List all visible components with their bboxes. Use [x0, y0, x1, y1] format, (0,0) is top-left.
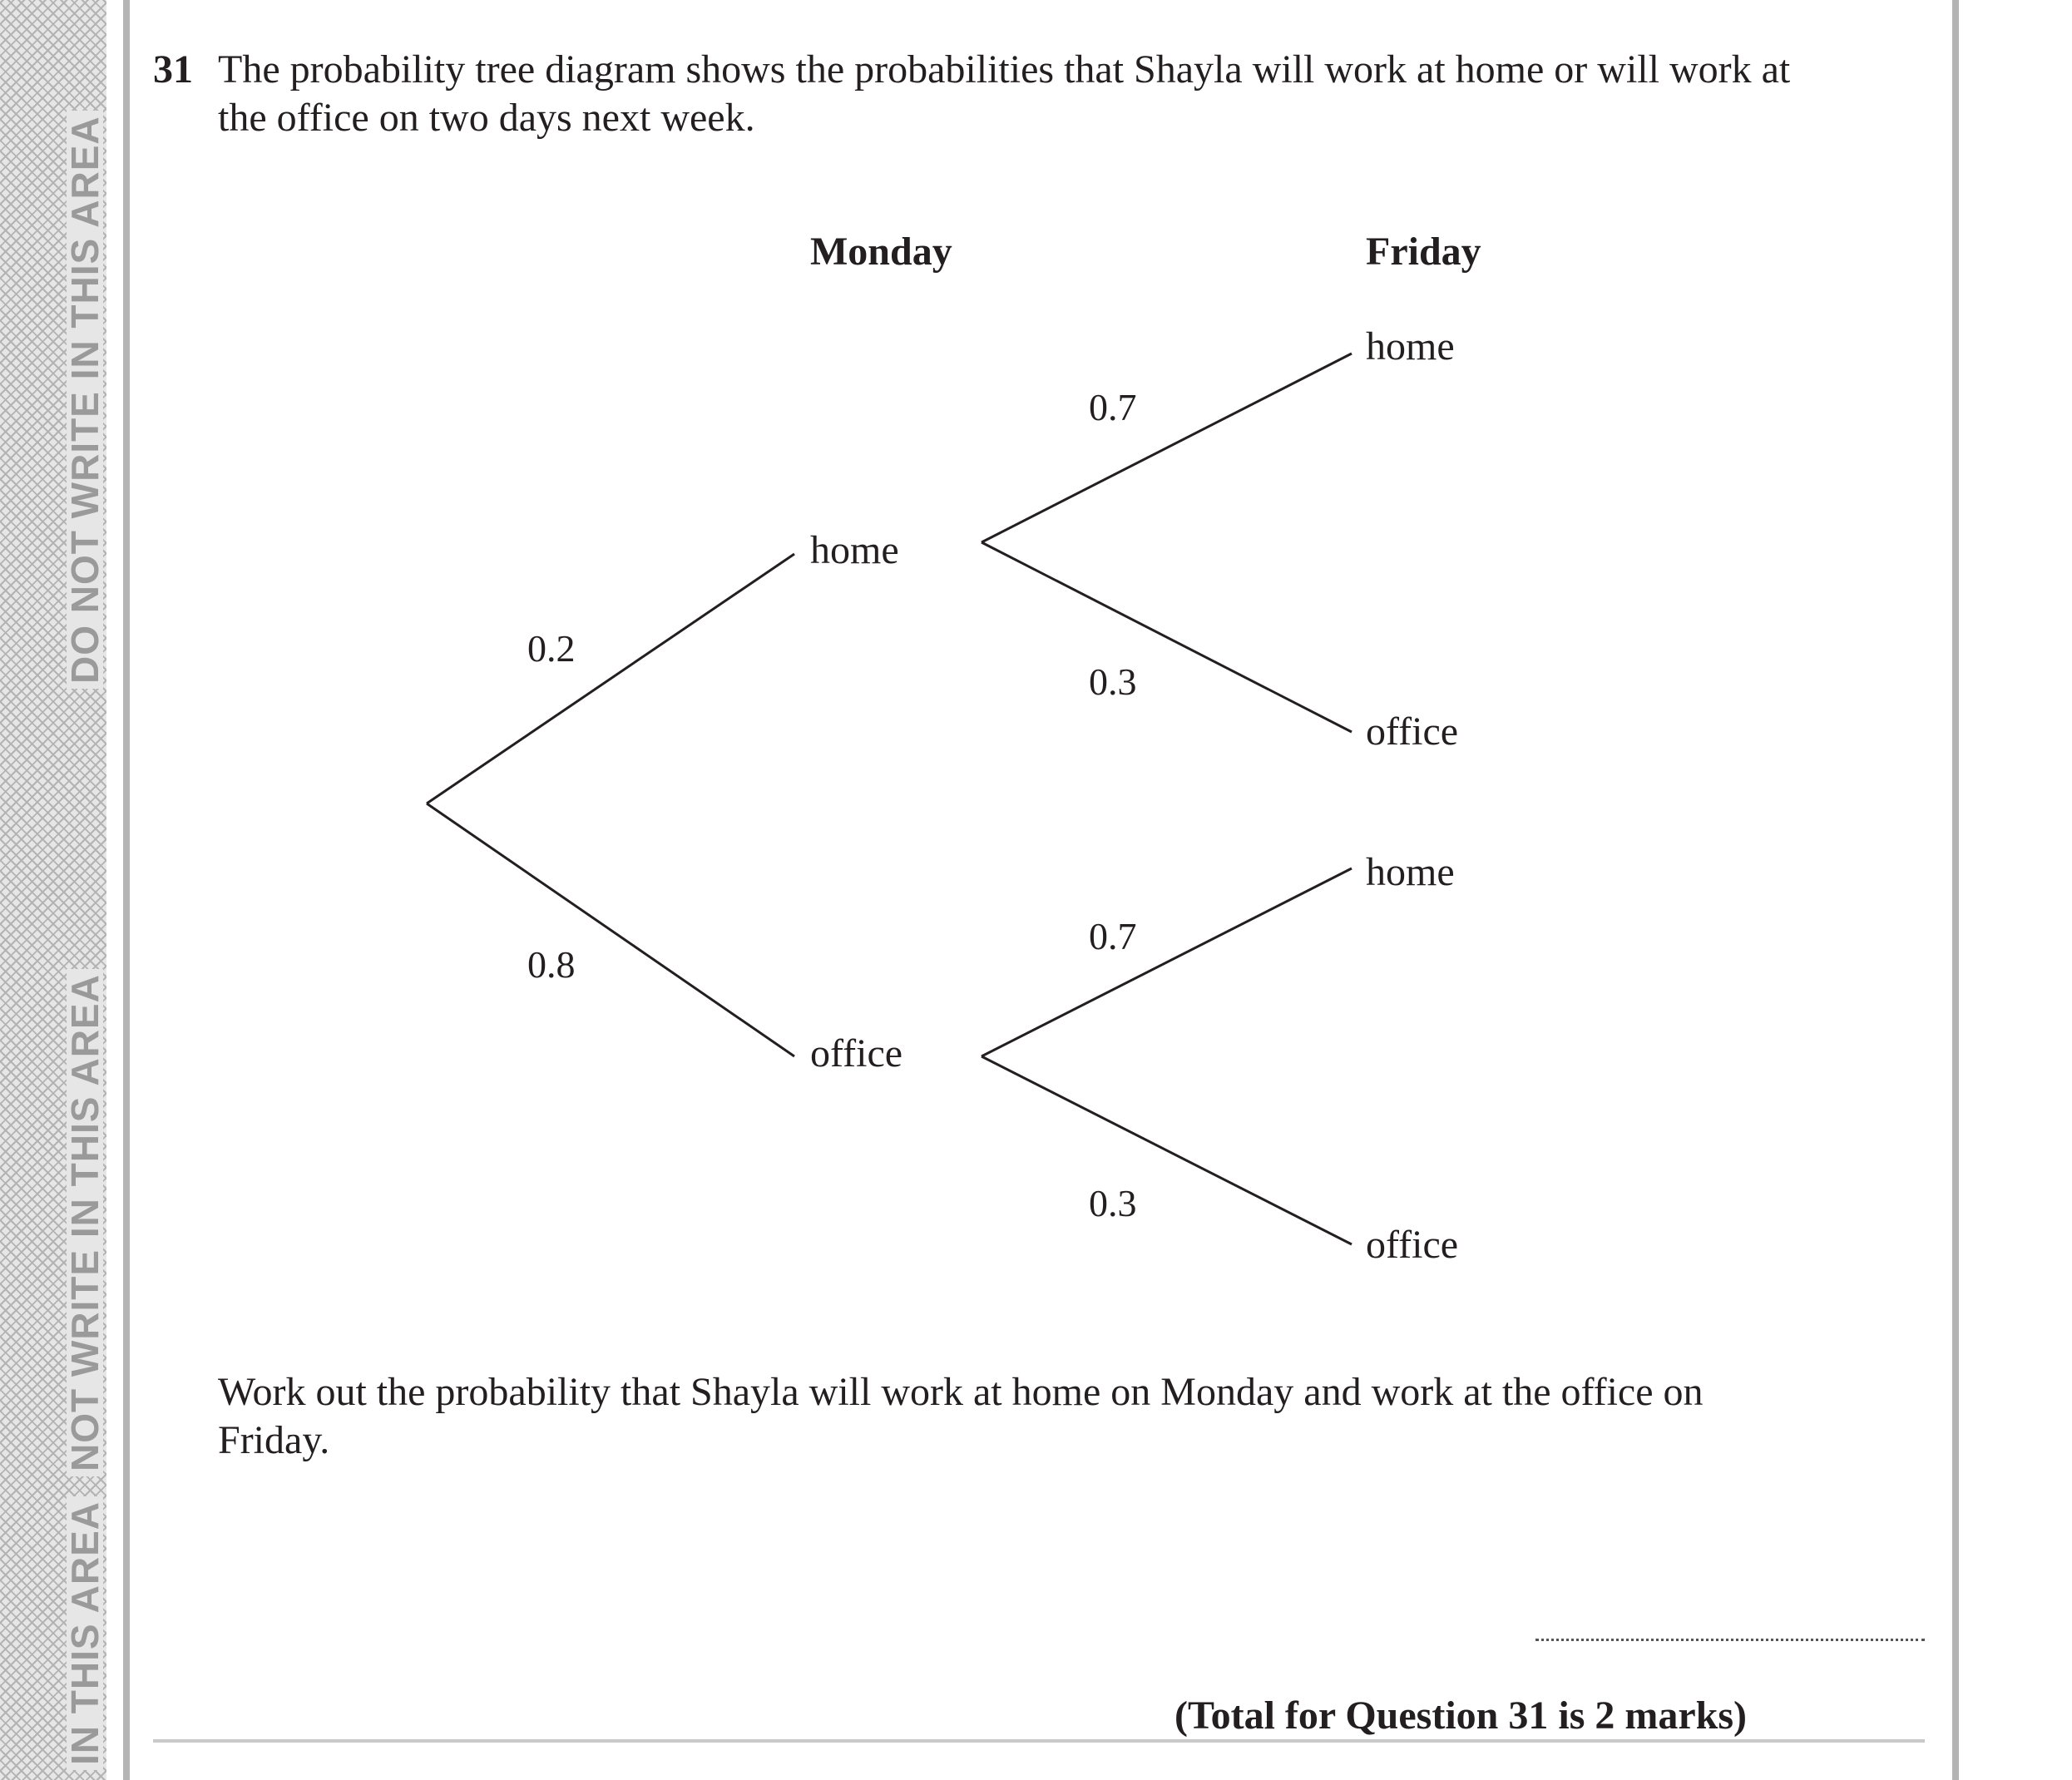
header-friday: Friday [1366, 230, 1481, 274]
prob-monday-home: 0.2 [527, 627, 576, 670]
branch-home-friday-office [982, 542, 1352, 732]
header-monday: Monday [810, 230, 952, 274]
margin-text-3: DO NOT WRITE IN THIS AREA [67, 111, 103, 689]
answer-line[interactable] [1535, 1639, 1925, 1641]
prob-monday-office: 0.8 [527, 943, 576, 986]
friday-outcome-office-2: office [1366, 1223, 1459, 1267]
margin-text-1: IN THIS AREA [67, 1496, 103, 1770]
prob-office-friday-office: 0.3 [1089, 1182, 1137, 1224]
friday-outcome-home-2: home [1366, 850, 1455, 894]
prob-office-friday-home: 0.7 [1089, 915, 1137, 957]
branch-office-friday-office [982, 1056, 1352, 1244]
branch-home-friday-home [982, 354, 1352, 542]
monday-outcome-home: home [810, 528, 899, 572]
bottom-divider [153, 1739, 1925, 1743]
question-number: 31 [153, 47, 193, 91]
branch-monday-office [427, 803, 794, 1056]
question-total-marks: (Total for Question 31 is 2 marks) [1174, 1693, 1748, 1738]
prob-home-friday-home: 0.7 [1089, 386, 1137, 428]
tree-branches [427, 354, 1352, 1244]
branch-office-friday-home [982, 868, 1352, 1056]
branch-monday-home [427, 554, 794, 803]
question-stem: The probability tree diagram shows the probabilities that Shayla will work at home or will work at the office on two days next week. [218, 47, 1791, 140]
prob-home-friday-office: 0.3 [1089, 660, 1137, 703]
margin-text-2: NOT WRITE IN THIS AREA [67, 969, 103, 1476]
question-task: Work out the probability that Shayla will work at home on Monday and work at the office on Friday. [218, 1370, 1704, 1462]
friday-outcome-home-1: home [1366, 324, 1455, 368]
friday-outcome-office-1: office [1366, 710, 1459, 754]
monday-outcome-office: office [810, 1031, 903, 1075]
